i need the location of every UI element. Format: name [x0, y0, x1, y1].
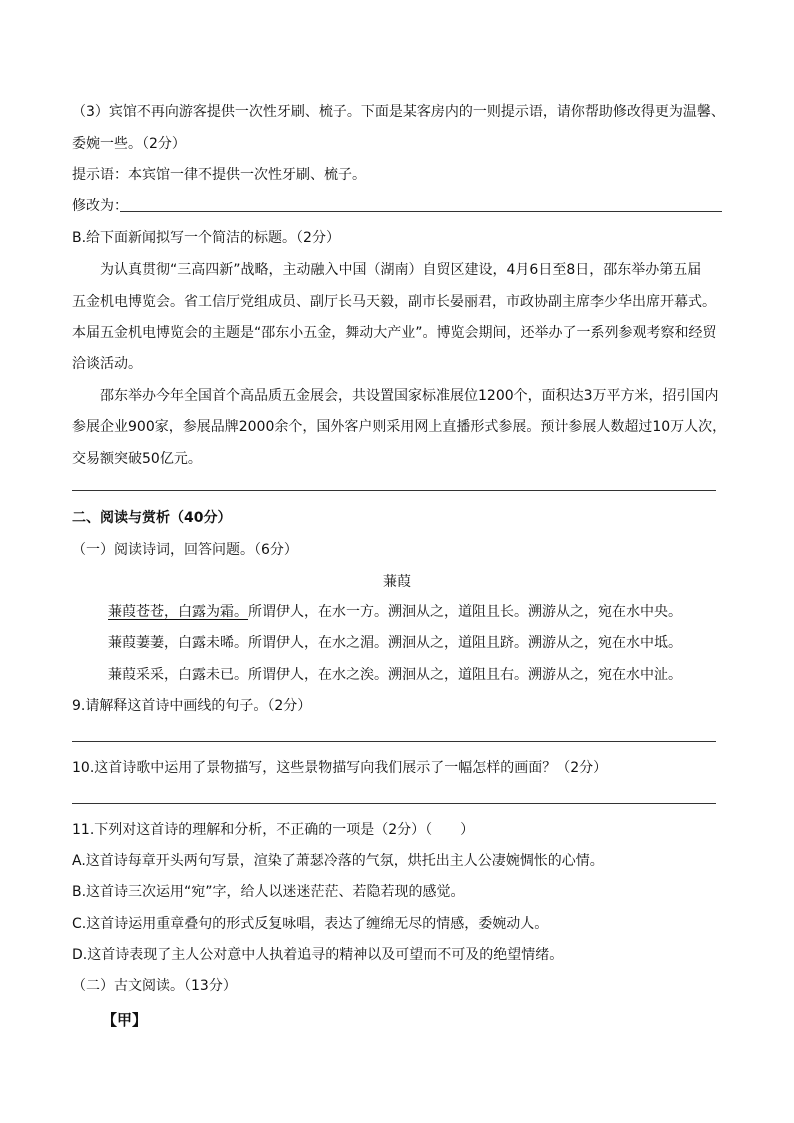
q3-answer-line[interactable] [120, 211, 722, 212]
q3-line2: 委婉一些。（2分） [72, 136, 186, 152]
q9-answer-line[interactable] [72, 741, 716, 742]
q11-option-a[interactable]: A.这首诗每章开头两句写景，渲染了萧瑟冷落的气氛，烘托出主人公凄婉惆怅的心情。 [72, 853, 604, 869]
qB-p1-line4: 洽谈活动。 [72, 356, 142, 372]
part2-heading: （二）古文阅读。（13分） [72, 978, 237, 994]
q11-option-b[interactable]: B.这首诗三次运用“宛”字，给人以迷迷茫茫、若隐若现的感觉。 [72, 884, 465, 900]
q10-answer-line[interactable] [72, 803, 716, 804]
qB-answer-line[interactable] [72, 490, 716, 491]
q11-option-c[interactable]: C.这首诗运用重章叠句的形式反复咏唱，表达了缠绵无尽的情感，委婉动人。 [72, 916, 549, 932]
q9: 9.请解释这首诗中画线的句子。（2分） [72, 698, 312, 714]
qB-p1-line2: 五金机电博览会。省工信厅党组成员、副厅长马天毅，副市长晏丽君，市政协副主席李少华出席开幕式。 [72, 294, 716, 310]
qB-p2-line2: 参展企业900家，参展品牌2000余个，国外客户则采用网上直播形式参展。预计参展人数超过10万人次， [72, 419, 727, 435]
poem-title: 蒹葭 [383, 574, 411, 590]
q3-prompt: 提示语：本宾馆一律不提供一次性牙刷、梳子。 [72, 167, 366, 183]
q11-option-d[interactable]: D.这首诗表现了主人公对意中人执着追寻的精神以及可望而不可及的绝望情绪。 [72, 947, 564, 963]
qB-p1-line1: 为认真贯彻“三高四新”战略，主动融入中国（湖南）自贸区建设，4月6日至8日，邵东举办第五届 [100, 262, 702, 278]
q11: 11.下列对这首诗的理解和分析，不正确的一项是（2分）（ ） [72, 822, 475, 838]
poem-stanza2: 蒹葭萋萋，白露未晞。所谓伊人，在水之湄。溯洄从之，道阻且跻。溯游从之，宛在水中坻。 [108, 635, 682, 651]
stanza1-rest: 所谓伊人，在水一方。溯洄从之，道阻且长。溯游从之，宛在水中央。 [248, 604, 682, 620]
qB-p1-line3: 本届五金机电博览会的主题是“邵东小五金，舞动大产业”。博览会期间，还举办了一系列参观考察和经贸 [72, 325, 717, 341]
q3-revise-label: 修改为： [72, 198, 128, 214]
q10: 10.这首诗歌中运用了景物描写，这些景物描写向我们展示了一幅怎样的画面？（2分） [72, 760, 608, 776]
jia-label: 【甲】 [102, 1011, 148, 1029]
qB-p2-line3: 交易额突破50亿元。 [72, 451, 202, 467]
q3-line1: （3）宾馆不再向游客提供一次性牙刷、梳子。下面是某客房内的一则提示语，请你帮助修改得更为温馨、 [72, 104, 725, 120]
underlined-sentence: 蒹葭苍苍，白露为霜。 [108, 604, 248, 620]
poem-stanza1 [108, 602, 682, 622]
section2-heading: 二、阅读与赏析（40分） [72, 510, 232, 526]
poem-stanza3: 蒹葭采采，白露未已。所谓伊人，在水之涘。溯洄从之，道阻且右。溯游从之，宛在水中沚。 [108, 667, 682, 683]
qB-p2-line1: 邵东举办今年全国首个高品质五金展会，共设置国家标准展位1200个，面积达3万平方米，招引国内 [100, 388, 719, 404]
part1-heading: （一）阅读诗词，回答问题。（6分） [72, 542, 298, 558]
qB-title: B.给下面新闻拟写一个简洁的标题。（2分） [72, 230, 340, 246]
